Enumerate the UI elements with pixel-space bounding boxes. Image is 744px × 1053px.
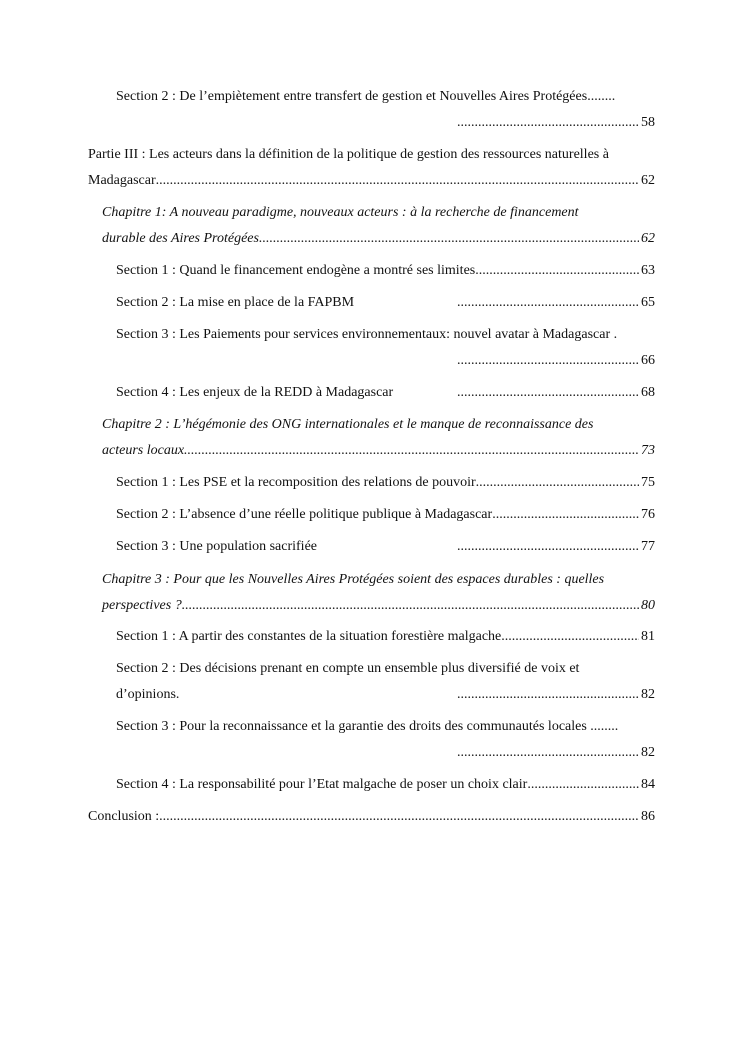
toc-page-number: 76 [641, 507, 655, 522]
toc-entry-section[interactable] [116, 538, 317, 556]
dot-leader [476, 474, 639, 492]
dot-leader [475, 262, 639, 280]
toc-page-number: 66 [641, 353, 655, 368]
toc-page-number: 82 [641, 745, 655, 760]
toc-page-number: 80 [641, 598, 655, 613]
toc-entry-leader [457, 384, 655, 402]
toc-entry-text: acteurs locaux [102, 443, 185, 458]
toc-entry-chapter[interactable] [102, 571, 604, 589]
dot-leader [457, 686, 639, 704]
toc-entry-chapter-line2[interactable] [102, 442, 655, 460]
toc-entry-text: Partie III : Les acteurs dans la définition de la politique de gestion des ressources naturelles à [88, 147, 609, 162]
dot-leader [259, 230, 639, 248]
toc-entry-section[interactable] [116, 262, 655, 280]
toc-entry-leader [457, 294, 655, 312]
toc-entry-chapter-line2[interactable] [102, 230, 655, 248]
toc-entry-part-line2[interactable] [88, 172, 655, 190]
toc-page-number: 75 [641, 475, 655, 490]
toc-page-number: 82 [641, 687, 655, 702]
toc-entry-text: Section 3 : Pour la reconnaissance et la garantie des droits des communautés locales ........ [116, 719, 619, 734]
dot-leader [457, 744, 639, 762]
dot-leader [457, 352, 639, 370]
dot-leader [457, 538, 639, 556]
toc-page-number: 84 [641, 777, 655, 792]
toc-entry-text: d’opinions. [116, 687, 180, 702]
toc-entry-text: Section 1 : Quand le financement endogène a montré ses limites [116, 263, 476, 278]
toc-entry-leader [457, 744, 655, 762]
toc-page-number: 62 [641, 231, 655, 246]
toc-page-number: 68 [641, 385, 655, 400]
toc-page-number: 77 [641, 539, 655, 554]
dot-leader [457, 294, 639, 312]
toc-entry-leader [457, 352, 655, 370]
toc-entry-text: Section 3 : Les Paiements pour services environnementaux: nouvel avatar à Madagascar . [116, 327, 618, 342]
toc-page-number: 62 [641, 173, 655, 188]
toc-entry-text: perspectives ? [102, 598, 182, 613]
toc-page-number: 65 [641, 295, 655, 310]
toc-entry-text: Section 4 : La responsabilité pour l’Etat malgache de poser un choix clair [116, 777, 528, 792]
toc-entry-text: durable des Aires Protégées [102, 231, 259, 246]
toc-entry-section[interactable] [116, 384, 393, 402]
toc-entry-text: Section 1 : Les PSE et la recomposition des relations de pouvoir [116, 475, 476, 490]
toc-entry-section[interactable] [116, 628, 655, 646]
toc-entry-leader [457, 538, 655, 556]
toc-page-number: 58 [641, 115, 655, 130]
toc-entry-text: Section 4 : Les enjeux de la REDD à Madagascar [116, 385, 394, 400]
toc-page-number: 63 [641, 263, 655, 278]
dot-leader [156, 172, 639, 190]
dot-leader [457, 114, 639, 132]
dot-leader [501, 628, 639, 646]
toc-entry-text: Section 2 : L’absence d’une réelle politique publique à Madagascar [116, 507, 493, 522]
toc-page-number: 73 [641, 443, 655, 458]
toc-entry-text: Section 2 : De l’empiètement entre transfert de gestion et Nouvelles Aires Protégées........ [116, 89, 616, 104]
toc-entry-text: Section 1 : A partir des constantes de la situation forestière malgache [116, 629, 502, 644]
toc-entry-leader [457, 686, 655, 704]
toc-entry-section[interactable] [116, 718, 618, 736]
toc-entry-section[interactable] [116, 294, 354, 312]
toc-entry-text: Section 3 : Une population sacrifiée [116, 539, 317, 554]
dot-leader [527, 776, 639, 794]
toc-page-number: 81 [641, 629, 655, 644]
toc-entry-section[interactable] [116, 326, 617, 344]
toc-entry-chapter-line2[interactable] [102, 597, 655, 615]
toc-entry-text: Madagascar [88, 173, 156, 188]
dot-leader [182, 597, 639, 615]
dot-leader [457, 384, 639, 402]
toc-entry-section[interactable] [116, 776, 655, 794]
toc-entry-section[interactable] [116, 88, 615, 106]
dot-leader [492, 506, 639, 524]
toc-entry-text: Section 2 : La mise en place de la FAPBM [116, 295, 355, 310]
toc-entry-text: Chapitre 2 : L’hégémonie des ONG internationales et le manque de reconnaissance des [102, 417, 594, 432]
toc-entry-section[interactable] [116, 474, 655, 492]
toc-entry-chapter[interactable] [102, 204, 579, 222]
dot-leader [184, 442, 639, 460]
toc-entry-section-line2[interactable] [116, 686, 179, 704]
toc-page-number: 86 [641, 809, 655, 824]
toc-entry-section[interactable] [116, 660, 579, 678]
toc-entry-conclusion[interactable] [88, 808, 655, 826]
toc-entry-leader [457, 114, 655, 132]
dot-leader [159, 808, 639, 826]
toc-entry-section[interactable] [116, 506, 655, 524]
toc-entry-part[interactable] [88, 146, 609, 164]
toc-entry-text: Chapitre 3 : Pour que les Nouvelles Aires Protégées soient des espaces durables : quelles [102, 572, 605, 587]
toc-entry-chapter[interactable] [102, 416, 593, 434]
toc-entry-text: Chapitre 1: A nouveau paradigme, nouveaux acteurs : à la recherche de financement [102, 205, 579, 220]
toc-entry-text: Section 2 : Des décisions prenant en compte un ensemble plus diversifié de voix et [116, 661, 580, 676]
toc-entry-text: Conclusion : [88, 809, 160, 824]
